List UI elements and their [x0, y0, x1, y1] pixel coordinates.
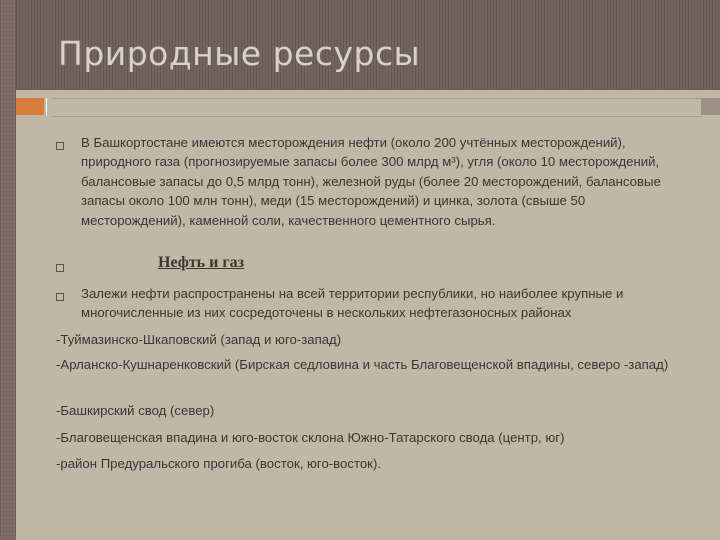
region-item: -Благовещенская впадина и юго-восток склона Южно-Татарского свода (центр, юг) — [56, 430, 565, 445]
resources-paragraph: В Башкортостане имеются месторождения нефти (около 200 учтённых месторождений), природного газа (прогнозируемые запасы более 300 млрд м³), угля (около 10 месторождений, балансовые запасы до 0,5 млрд тонн), железной руды (более 20 месторождений, балансовые запасы около 100 млн тонн), меди (15 месторождений) и цинка, золота (свыше 50 месторождений), каменной соли, качественного цементного сырья. — [81, 135, 661, 228]
region-item: -Туймазинско-Шкаповский (запад и юго-запад) — [56, 332, 342, 347]
region-item: -Башкирский свод (север) — [56, 403, 215, 418]
bullet-icon — [56, 264, 64, 272]
bullet-icon — [56, 142, 64, 150]
region-item: -Арланско-Кушнаренковский (Бирская седловина и часть Благовещенской впадины, северо -запад) — [56, 357, 669, 372]
region-item: -район Предуральского прогиба (восток, юго-восток). — [56, 456, 382, 471]
bullet-icon — [56, 293, 64, 301]
page-title: Природные ресурсы — [58, 34, 421, 73]
oil-gas-heading: Нефть и газ — [158, 254, 245, 271]
oil-deposits-paragraph: Залежи нефти распространены на всей территории республики, но наиболее крупные и многочисленные из них сосредоточены в нескольких нефтегазоносных районах — [81, 286, 624, 321]
